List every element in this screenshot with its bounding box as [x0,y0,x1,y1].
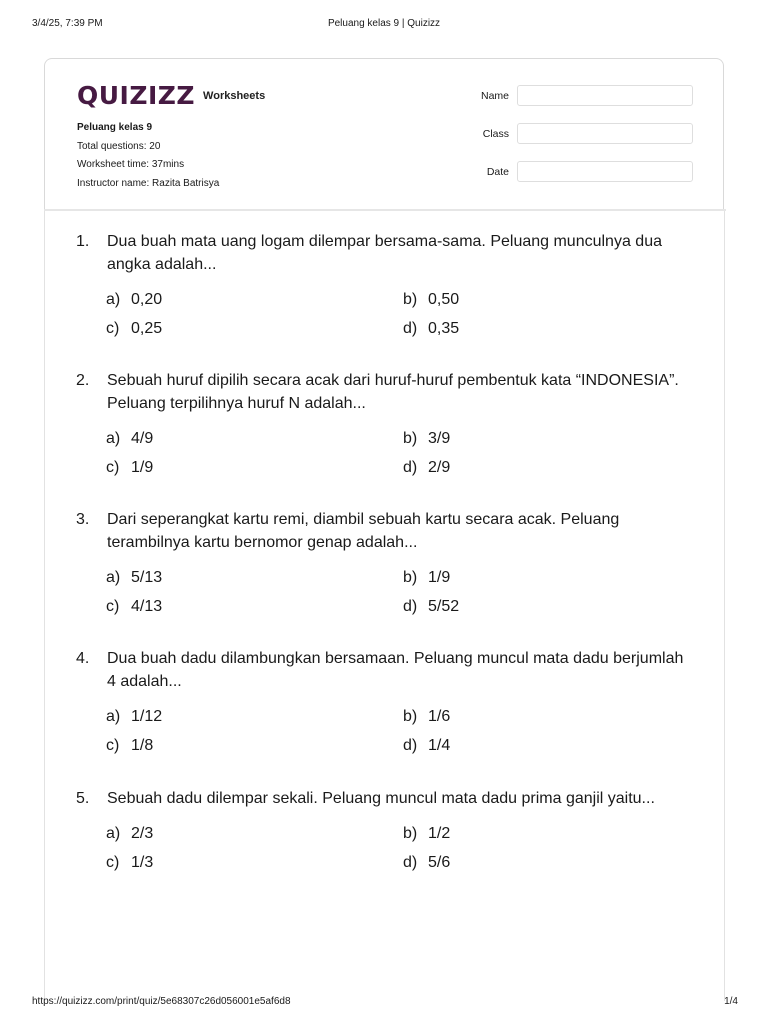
answer-options [76,290,696,352]
option-d: d) 5/6 [403,854,451,871]
answer-options [76,707,696,769]
question-number: 2. [76,372,90,389]
option-a: a) 4/9 [106,430,154,447]
question-5 [76,787,696,886]
question-text: Dua buah mata uang logam dilempar bersama-sama. Peluang munculnya dua angka adalah... [107,233,662,273]
question-number: 1. [76,233,90,250]
option-c: c) 1/8 [106,737,154,754]
total-questions: Total questions: 20 [77,140,161,152]
option-b: b) 1/9 [403,569,451,586]
worksheet-header-card [44,58,724,210]
instructor-name: Instructor name: Razita Batrisya [77,177,220,189]
question-2 [76,369,696,491]
question-4 [76,647,696,769]
answer-options [76,429,696,491]
worksheet-time: Worksheet time: 37mins [77,159,185,170]
option-c: c) 4/13 [106,598,163,615]
date-label: Date [486,166,509,178]
option-d: d) 2/9 [403,459,451,476]
option-d: d) 5/52 [403,598,460,615]
logo-subtitle: Worksheets [203,89,266,102]
question-text: Dari seperangkat kartu remi, diambil sebuah kartu secara acak. Peluang terambilnya kartu bernomor genap adalah... [107,511,620,551]
question-3 [76,508,696,630]
logo [77,81,265,110]
option-a: a) 0,20 [106,291,163,308]
question-number: 4. [76,650,90,667]
class-label: Class [482,128,509,140]
option-a: a) 1/12 [106,708,163,725]
question-number: 3. [76,511,90,528]
option-b: b) 1/2 [403,825,451,842]
class-field[interactable] [517,123,693,144]
name-field[interactable] [517,85,693,106]
option-b: b) 0,50 [403,291,460,308]
question-text: Sebuah huruf dipilih secara acak dari huruf-huruf pembentuk kata “INDONESIA”. Peluang terpilihnya huruf N adalah... [107,372,679,412]
question-text: Dua buah dadu dilambungkan bersamaan. Peluang muncul mata dadu berjumlah 4 adalah... [107,650,684,690]
option-c: c) 1/9 [106,459,154,476]
option-d: d) 0,35 [403,320,460,337]
date-field[interactable] [517,161,693,182]
question-1 [76,230,696,352]
print-header [0,18,768,32]
option-c: c) 0,25 [106,320,163,337]
header-divider [44,209,726,211]
question-number: 5. [76,790,90,807]
answer-options [76,568,696,630]
page-number: 1/4 [724,996,738,1007]
print-page-title: Peluang kelas 9 | Quizizz [327,18,441,29]
worksheet-title: Peluang kelas 9 [77,122,153,133]
right-border [724,211,725,1001]
option-c: c) 1/3 [106,854,154,871]
option-b: b) 1/6 [403,708,451,725]
option-a: a) 2/3 [106,825,154,842]
option-b: b) 3/9 [403,430,451,447]
question-text: Sebuah dadu dilempar sekali. Peluang muncul mata dadu prima ganjil yaitu... [107,790,655,807]
quizizz-logo: QUIZIZZ [77,81,196,110]
option-d: d) 1/4 [403,737,451,754]
answer-options [76,824,696,886]
option-a: a) 5/13 [106,569,163,586]
name-label: Name [480,90,509,102]
left-border [44,211,45,1001]
print-timestamp: 3/4/25, 7:39 PM [32,18,103,29]
print-footer [0,996,768,1010]
print-url: https://quizizz.com/print/quiz/5e68307c26d056001e5af6d8 [32,996,291,1007]
worksheet-info [77,119,219,193]
